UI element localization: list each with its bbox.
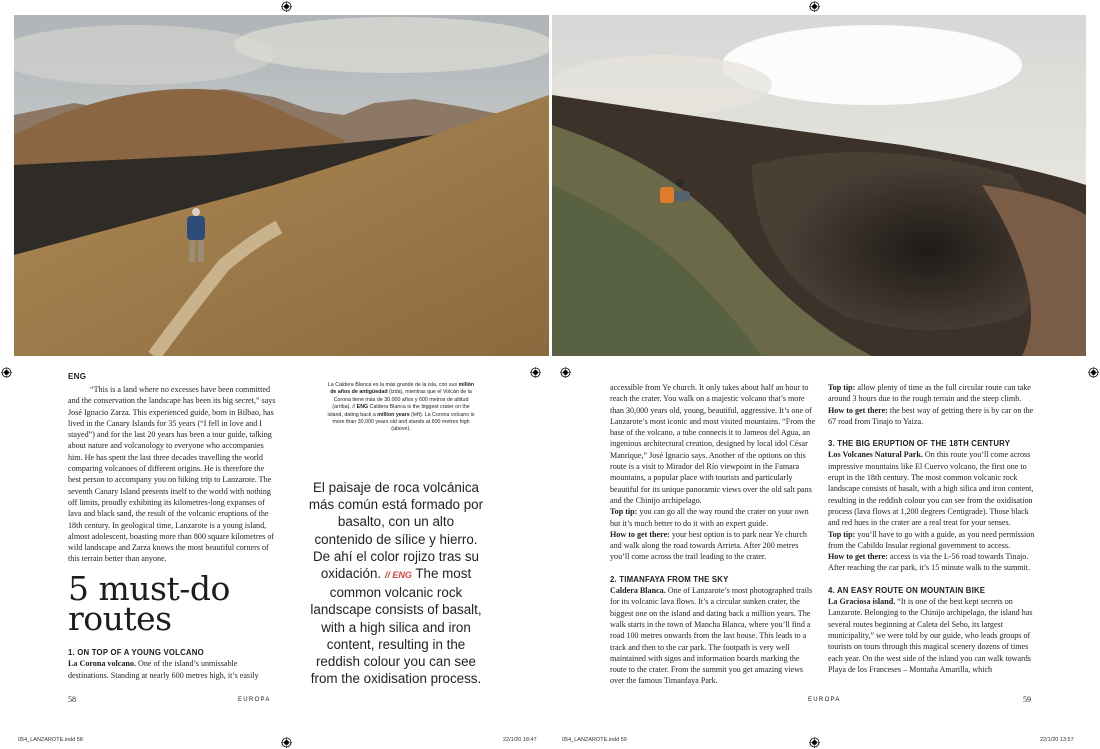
- magazine-brand-right: EUROPA: [808, 697, 841, 703]
- caption-en-text-2: (left). La Corona volcano is more than 30,000 years old and stands at 600 metres high (above).: [332, 411, 475, 433]
- caption-es-bold: millón de años de antigüedad: [330, 382, 475, 396]
- caption-en-text: Caldera Blanca is the biggest crater on the island, dating back a: [327, 404, 470, 418]
- caption-es-text-2: (izda), mientras que el Volcán de la Corona tiene más de 30.000 años y 600 metros de altitud (arriba). //: [332, 389, 472, 411]
- caption-eng-tag: ENG: [356, 404, 369, 411]
- page-number-left: 58: [68, 695, 76, 704]
- getthere1-text: your best option is to park near Ye church and walk along the road towards Arrieta. After 200 metres you’ll come across the trail leading to the crater.: [610, 529, 807, 562]
- pull-quote-en: The most common volcanic rock landscape consists of basalt, with a high silica and iron content, resulting in the reddish colour you can see from the oxidisation process.: [310, 566, 482, 687]
- route2-lead: Caldera Blanca.: [610, 586, 666, 596]
- getthere2-label: How to get there:: [828, 405, 888, 415]
- page-title-line-1: 5 must-do: [68, 569, 230, 608]
- right-column-2: [828, 382, 1035, 675]
- registration-mark-icon: [809, 1, 820, 12]
- tip3-label: Top tip:: [828, 529, 856, 539]
- route3-text: On this route you’ll come across impressive mountains like El Cuervo volcano, the first one to erupt in the 18th century. The most common volcanic rock landscape consists of basalt, with a high silica and iron content, resulting in the reddish colour you can see from the oxidisation process (lava flows at 1,200 degrees Centigrade). Those black and red hues in the crater are a real treat for your senses.: [828, 450, 1034, 528]
- intro-column: [68, 384, 276, 565]
- page-title-line-2: routes: [68, 599, 172, 638]
- tip1-label: Top tip:: [610, 507, 638, 517]
- route4-title: 4. AN EASY ROUTE ON MOUNTAIN BIKE: [828, 585, 986, 595]
- caption-es-text: La Caldera Blanca es la más grande de la isla, con sus: [327, 382, 459, 388]
- slug-file-left: 054_LANZAROTE.indd 58: [18, 737, 83, 743]
- route1-text: One of the island’s unmissable destinations. Standing at nearly 600 metres high, it’s easily: [68, 659, 259, 680]
- route1-lead: La Corona volcano.: [68, 659, 136, 669]
- registration-mark-icon: [1, 367, 12, 378]
- tip3-text: you’ll have to go with a guide, as you need permission from the Cabildo Insular regional government to access.: [828, 529, 1035, 550]
- hiker-on-crater-rim-photo: [552, 15, 1086, 356]
- pull-quote-es: El paisaje de roca volcánica más común está formado por basalto, con un alto contenido de sílice y hierro. De ahí el color rojizo tras su oxidación.: [308, 480, 484, 582]
- pull-quote-eng-tag: // ENG: [384, 570, 412, 581]
- slug-file-right: 054_LANZAROTE.indd 59: [562, 737, 627, 743]
- magazine-brand-left: EUROPA: [238, 697, 271, 703]
- caption-en-bold: million years: [377, 411, 410, 418]
- getthere3-text: access is via the L-56 road towards Tinajo. After reaching the car park, it’s 15 minute walk to the summit.: [828, 552, 1031, 573]
- page-title: [68, 569, 268, 638]
- route4-lead: La Graciosa island.: [828, 597, 896, 607]
- route1-title: 1. ON TOP OF A YOUNG VOLCANO: [68, 648, 204, 657]
- registration-mark-icon: [809, 737, 820, 748]
- slug-date-left: 22/1/20 18:47: [503, 737, 537, 743]
- right-column-1: [610, 382, 817, 687]
- tip2-label: Top tip:: [828, 383, 856, 392]
- registration-mark-icon: [530, 367, 541, 378]
- tip1-text: you can go all the way round the crater on your own but it’s much better to do it with an expert guide.: [610, 507, 809, 528]
- pull-quote: [308, 479, 484, 687]
- eng-label: ENG: [68, 372, 87, 381]
- route1-continued: accessible from Ye church. It only takes about half an hour to reach the crater. You walk on a majestic volcano that’s more than 30,000 years old, young, beautiful, aggressive. It’s one of Lanzarote’s most iconic and most visited mountains. “From the base of the volcano, a tube connects it to Jameos del Agua, an ingenious architectural creation, designed by local idol César Manrique,” José Ignacio says. Another of the options on this route is a visit to Mirador del Río viewpoint in the Famara mountains, a popular place with tourists and particularly beautiful for its unique panoramic views over the old salt pans and the Chinijo archipelago.: [610, 383, 816, 505]
- getthere3-label: How to get there:: [828, 552, 888, 562]
- registration-mark-icon: [560, 367, 571, 378]
- route3-lead: Los Volcanes Natural Park.: [828, 450, 923, 460]
- route2-title: 2. TIMANFAYA FROM THE SKY: [610, 574, 729, 584]
- registration-mark-icon: [281, 1, 292, 12]
- route2-text: One of Lanzarote’s most photographed trails for its volcanic lava flows. It’s a circular sunken crater, the biggest one on the island and dating back a million years. The walk starts in the town of Mancha Blanca, where you’ll find a road 100 metres onwards from the last house. This leads to a track and then to the car park. The footpath is very well maintained with signs and information boards marking the route to the crater. From the summit you get amazing views over the famous Timanfaya Park.: [610, 586, 813, 686]
- photo-caption: [327, 382, 475, 434]
- registration-mark-icon: [281, 737, 292, 748]
- getthere2-text: the best way of getting there is by car on the 67 road from Tinajo to Yaiza.: [828, 405, 1034, 426]
- getthere1-label: How to get there:: [610, 529, 670, 539]
- page-number-right: 59: [1023, 695, 1031, 704]
- slug-date-right: 22/1/20 13:57: [1040, 737, 1074, 743]
- route4-text: “It is one of the best kept secrets on Lanzarote. Belonging to the Chinijo archipelago, the island has several routes beginning at Caleta del Sebo, its largest municipality,” we were told by our guide, who leads groups of tourists on tours through this magical scenery dozens of times each year. On the west side of the island you can walk towards Playa de los Franceses – Montaña Amarilla, which: [828, 597, 1033, 674]
- spread-gutter: [549, 0, 552, 749]
- tip2-text: allow plenty of time as the full circular route can take around 3 hours due to the rough terrain and the steep climb.: [828, 383, 1031, 404]
- route3-title: 3. THE BIG ERUPTION OF THE 18TH CENTURY: [828, 439, 1011, 449]
- hiker-on-volcanic-trail-photo: [14, 15, 549, 356]
- intro-paragraph: “This is a land where no excesses have been committed and the conservation the landscape has been its big secret,” says José Ignacio Zarza. This experienced guide, born in Bilbao, has lived in the Canary Islands for 35 years (“I fell in love and I stayed”) and for the last 20 years has been a tour guide, talking about nature and volcanology to everyone who accompanies him. He has spent the last three decades travelling the world comparing volcanoes of different origins. He is therefore the best person to accompany you on hiking trip to Lanzarote. The seventh Canary Island presents itself to the world with nothing off limits, proudly exhibiting its kilometres-long expanses of lava and black sand, the result of the volcanic eruptions of the 18th century. In geological time, Lanzarote is a young island, almost adolescent, boasting more than 800 square kilometres of wild landscape and Zarza knows the most beautiful corners of this terrain better than anyone.: [68, 385, 276, 564]
- registration-mark-icon: [1088, 367, 1099, 378]
- route1-column: [68, 647, 278, 681]
